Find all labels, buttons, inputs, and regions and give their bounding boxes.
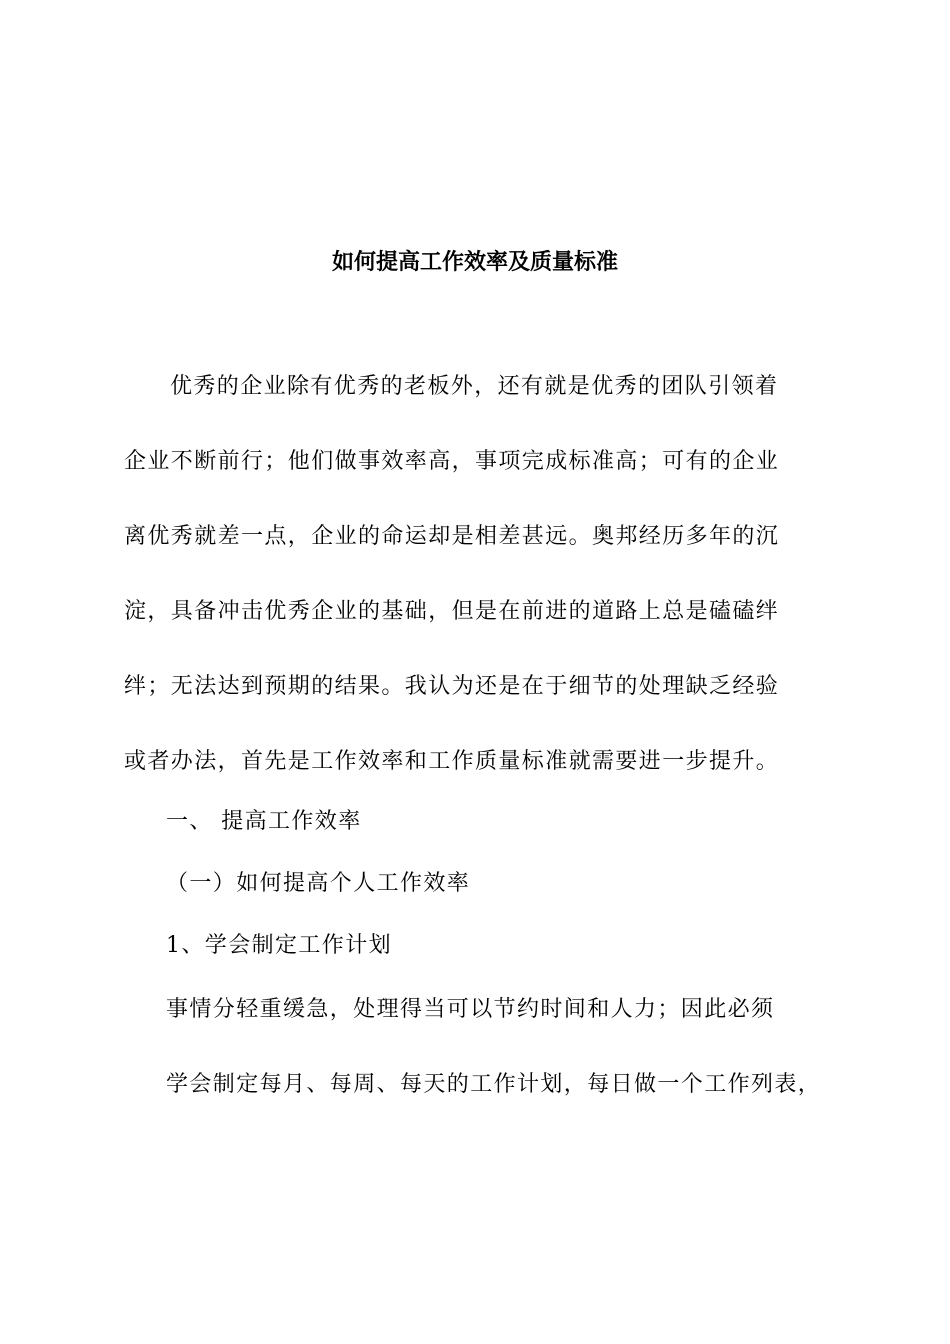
item-line-1: 事情分轻重缓急，处理得当可以节约时间和人力；因此必须	[166, 997, 775, 1022]
intro-line-6: 或者办法，首先是工作效率和工作质量标准就需要进一步提升。	[124, 749, 780, 774]
intro-line-2: 企业不断前行；他们做事效率高，事项完成标准高；可有的企业	[124, 449, 780, 474]
item-line-2: 学会制定每月、每周、每天的工作计划，每日做一个工作列表，	[166, 1072, 822, 1097]
subsection-heading: （一）如何提高个人工作效率	[166, 871, 471, 896]
intro-line-5: 绊；无法达到预期的结果。我认为还是在于细节的处理缺乏经验	[124, 674, 780, 699]
item-heading: 1、学会制定工作计划	[166, 933, 392, 958]
intro-line-4: 淀，具备冲击优秀企业的基础，但是在前进的道路上总是磕磕绊	[124, 599, 780, 624]
document-title: 如何提高工作效率及质量标准	[331, 249, 618, 275]
section-heading: 一、 提高工作效率	[166, 809, 362, 834]
intro-line-1: 优秀的企业除有优秀的老板外，还有就是优秀的团队引领着	[170, 374, 779, 399]
intro-line-3: 离优秀就差一点，企业的命运却是相差甚远。奥邦经历多年的沉	[124, 524, 780, 549]
